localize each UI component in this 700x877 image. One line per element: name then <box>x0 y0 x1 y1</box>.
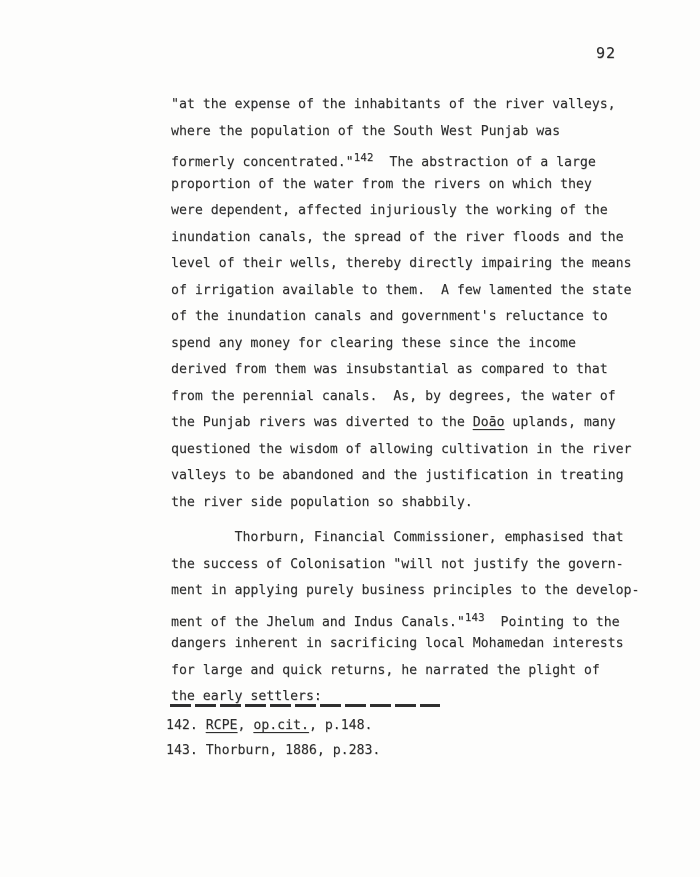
underlined-text: RCPE <box>205 718 238 733</box>
text-line: were dependent, affected injuriously the working of the <box>171 203 608 218</box>
text-line: the river side population so shabbily. <box>171 494 473 510</box>
text-line: ment in applying purely business principles to the develop- <box>171 583 640 598</box>
body-text <box>171 92 639 711</box>
text-line: 143. Thorburn, 1886, p.283. <box>166 742 381 758</box>
text-line: from the perennial canals. As, by degrees, the water of <box>171 388 616 404</box>
footnote-marker: 142 <box>353 151 374 164</box>
text-line: "at the expense of the inhabitants of the river valleys, <box>171 97 616 112</box>
text-line: formerly concentrated."$^{142}$ The abstraction of a large <box>171 151 596 170</box>
text-line: the early settlers: <box>171 689 322 704</box>
text-line: level of their wells, thereby directly impairing the means <box>171 256 632 271</box>
text-line: 142. RCPE, op.cit., p.148. <box>166 718 373 733</box>
text-line: valleys to be abandoned and the justification in treating <box>171 468 624 483</box>
text-line: dangers inherent in sacrificing local Mohamedan interests <box>171 636 624 651</box>
text-line: spend any money for clearing these since the income <box>171 335 576 351</box>
footnote-142 <box>166 714 380 739</box>
text-line: of the inundation canals and government's reluctance to <box>171 309 608 324</box>
text-line: for large and quick returns, he narrated the plight of <box>171 662 600 678</box>
footnote-separator-line <box>170 704 440 707</box>
text-line: of irrigation available to them. A few lamented the state <box>171 282 632 298</box>
text-line: inundation canals, the spread of the river floods and the <box>171 229 624 245</box>
text-line: where the population of the South West Punjab was <box>171 123 561 139</box>
text-line: Thorburn, Financial Commissioner, emphasised that <box>171 530 624 545</box>
text-line: derived from them was insubstantial as compared to that <box>171 362 608 377</box>
page-number: 92 <box>596 44 617 62</box>
footnote-marker: 143 <box>464 610 485 624</box>
text-line: questioned the wisdom of allowing cultivation in the river <box>171 441 632 457</box>
footnote-143 <box>166 739 380 764</box>
text-line: proportion of the water from the rivers on which they <box>171 176 592 192</box>
paragraph-2 <box>171 525 639 711</box>
underlined-text: op.cit. <box>253 718 309 733</box>
text-line: the success of Colonisation "will not justify the govern- <box>171 556 624 572</box>
underlined-text: Doāo <box>472 415 505 430</box>
text-line: the Punjab rivers was diverted to the Doāo uplands, many <box>171 415 616 430</box>
paragraph-1 <box>171 92 639 516</box>
text-line: ment of the Jhelum and Indus Canals."$^{143}$ Pointing to the <box>171 610 620 630</box>
footnotes-section <box>166 714 380 763</box>
